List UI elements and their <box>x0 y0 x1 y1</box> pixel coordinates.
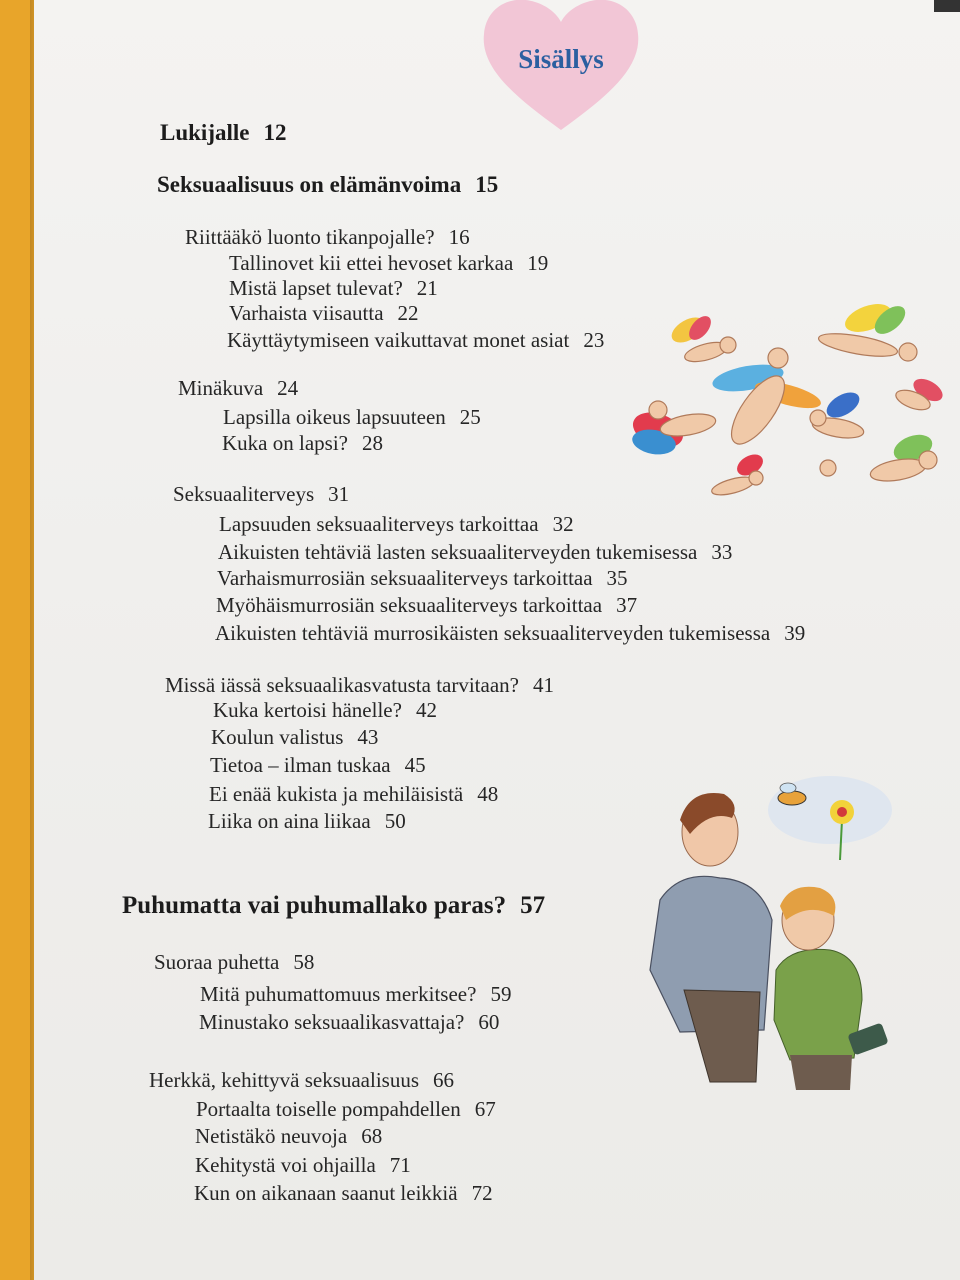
toc-entry: Herkkä, kehittyvä seksuaalisuus 66 <box>149 1068 455 1092</box>
toc-entry: Koulun valistus 43 <box>211 725 379 749</box>
toc-entry: Varhaista viisautta 22 <box>229 301 419 325</box>
toc-entry: Aikuisten tehtäviä murrosikäisten seksuaaliterveyden tukemisessa 39 <box>215 621 806 645</box>
flying-cherubs-illustration <box>628 300 952 510</box>
toc-entry: Ei enää kukista ja mehiläisistä 48 <box>209 782 499 806</box>
toc-entry: Käyttäytymiseen vaikuttavat monet asiat 23 <box>227 328 605 352</box>
toc-entry: Aikuisten tehtäviä lasten seksuaaliterveyden tukemisessa 33 <box>218 540 733 564</box>
toc-entry: Seksuaalisuus on elämänvoima 15 <box>157 172 499 197</box>
toc-entry: Mistä lapset tulevat? 21 <box>229 276 438 300</box>
toc-entry: Kuka on lapsi? 28 <box>222 431 383 455</box>
toc-entry: Mitä puhumattomuus merkitsee? 59 <box>200 982 512 1006</box>
toc-entry: Netistäkö neuvoja 68 <box>195 1124 383 1148</box>
toc-entry: Liika on aina liikaa 50 <box>208 809 406 833</box>
toc-entry: Riittääkö luonto tikanpojalle? 16 <box>185 225 470 249</box>
toc-entry: Tallinovet kii ettei hevoset karkaa 19 <box>229 251 549 275</box>
page-title: Sisällys <box>518 44 604 74</box>
toc-entry: Minustako seksuaalikasvattaja? 60 <box>199 1010 500 1034</box>
corner-tab <box>934 0 960 12</box>
toc-entry: Portaalta toiselle pompahdellen 67 <box>196 1097 496 1121</box>
toc-entry: Lukijalle 12 <box>160 120 287 145</box>
toc-entry: Kuka kertoisi hänelle? 42 <box>213 698 437 722</box>
toc-entry: Minäkuva 24 <box>178 376 299 400</box>
toc-entry: Lapsuuden seksuaaliterveys tarkoittaa 32 <box>219 512 574 536</box>
toc-entry: Missä iässä seksuaalikasvatusta tarvitaan? 41 <box>165 673 554 697</box>
toc-entry: Varhaismurrosiän seksuaaliterveys tarkoittaa 35 <box>217 566 628 590</box>
toc-entry: Suoraa puhetta 58 <box>154 950 315 974</box>
man-and-boy-illustration <box>640 770 900 1100</box>
toc-entry: Tietoa – ilman tuskaa 45 <box>210 753 426 777</box>
toc-entry: Seksuaaliterveys 31 <box>173 482 350 506</box>
toc-entry: Lapsilla oikeus lapsuuteen 25 <box>223 405 481 429</box>
toc-entry: Kehitystä voi ohjailla 71 <box>195 1153 411 1177</box>
toc-entry: Kun on aikanaan saanut leikkiä 72 <box>194 1181 493 1205</box>
toc-entry: Puhumatta vai puhumallako paras? 57 <box>122 892 546 919</box>
toc-entry: Myöhäismurrosiän seksuaaliterveys tarkoittaa 37 <box>216 593 638 617</box>
